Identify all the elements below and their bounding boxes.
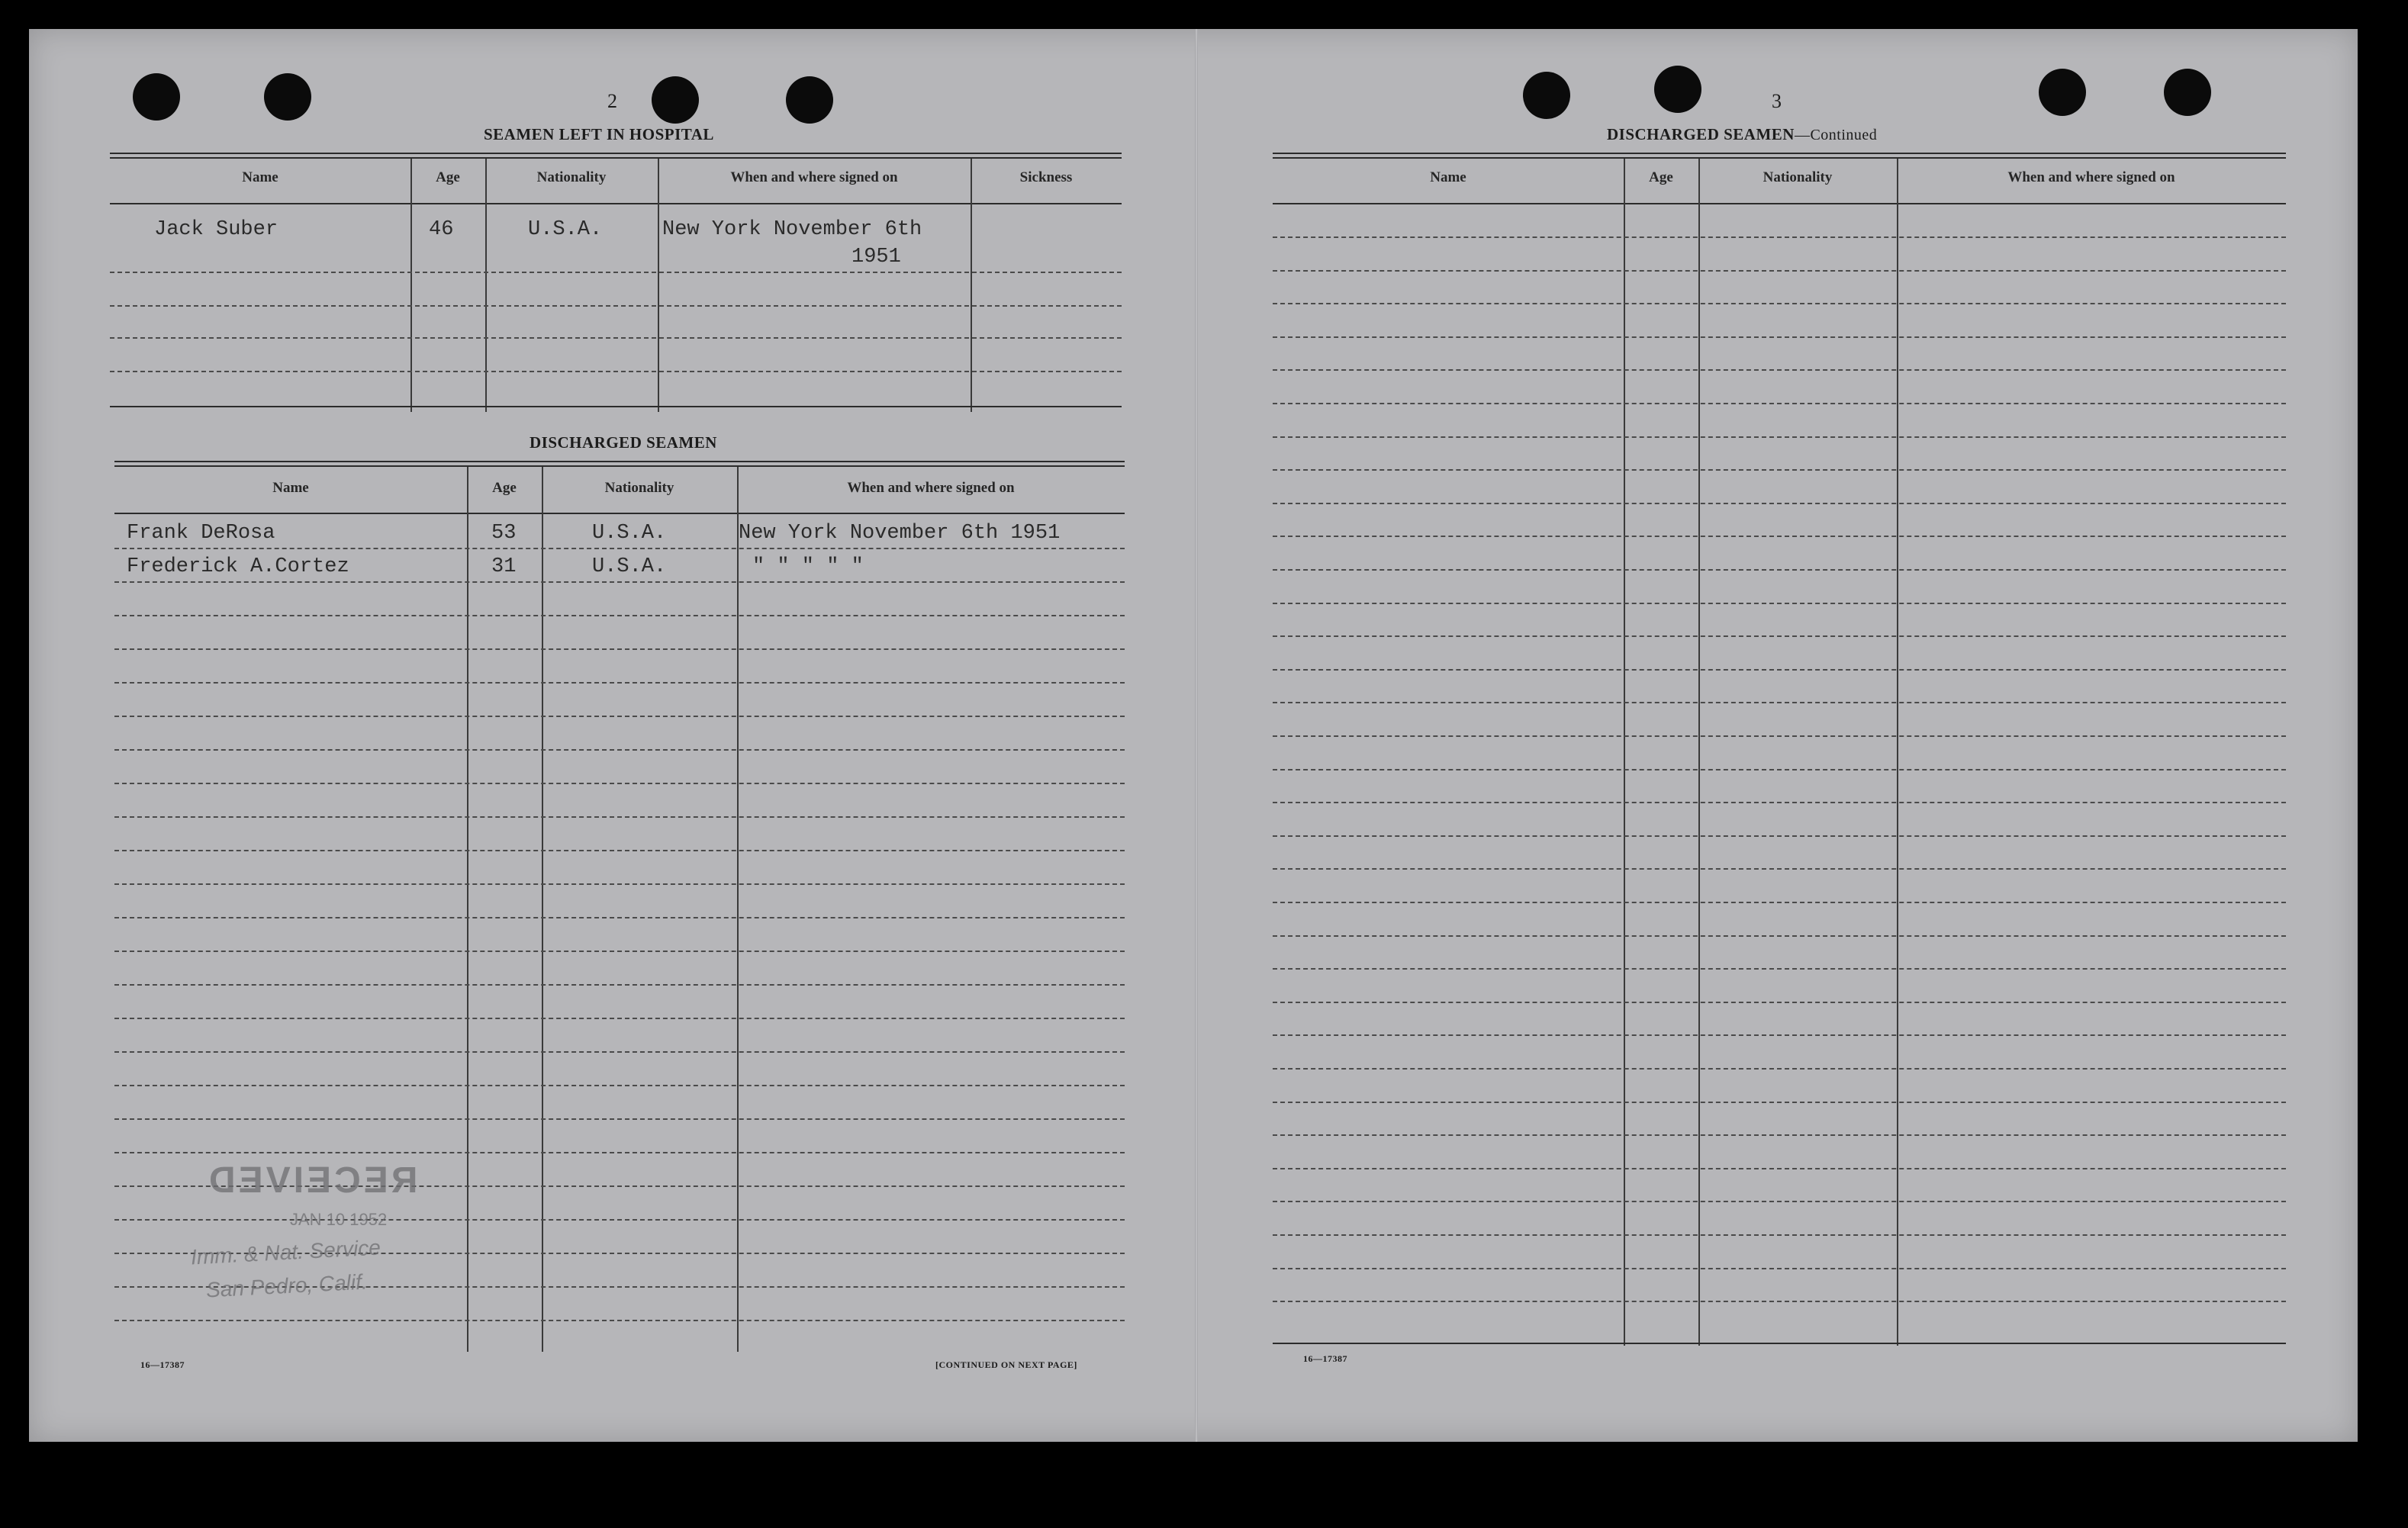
hospital-name-cell: Jack Suber (154, 218, 278, 241)
table-row (1273, 702, 2286, 703)
table-row (1273, 569, 2286, 571)
table-row (1273, 536, 2286, 537)
table-row (1273, 1134, 2286, 1136)
table-row (110, 272, 1122, 273)
table-row (1273, 369, 2286, 371)
discharged-age-cell: 31 (491, 555, 517, 578)
table-row (114, 548, 1125, 549)
table-row (114, 917, 1125, 918)
discharged-age-cell: 53 (491, 522, 517, 545)
hospital-header-sickness: Sickness (1019, 169, 1073, 185)
table-row (114, 716, 1125, 717)
hospital-nationality-cell: U.S.A. (528, 218, 603, 241)
table-row (114, 648, 1125, 650)
table-row (1273, 1168, 2286, 1169)
table-row (1273, 835, 2286, 837)
stamp-date: JAN 10 1952 (290, 1210, 388, 1229)
table-row (1273, 1002, 2286, 1003)
table-row (1273, 968, 2286, 970)
table-row (1273, 270, 2286, 272)
table-row (114, 1018, 1125, 1019)
discharged-name-cell: Frank DeRosa (127, 522, 275, 545)
discharged-section-title: DISCHARGED SEAMEN (530, 433, 717, 452)
discharged-header-name: Name (272, 480, 309, 496)
table-row (1273, 336, 2286, 338)
table-row (1273, 1301, 2286, 1302)
punch-hole (2164, 69, 2211, 116)
table-row (114, 1118, 1125, 1120)
table-row (114, 783, 1125, 784)
hospital-signed-on-year: 1951 (851, 246, 901, 269)
hospital-table (110, 153, 1122, 412)
table-row (114, 1320, 1125, 1321)
discharged-header-age: Age (492, 480, 517, 496)
hospital-header-signed-on: When and where signed on (730, 169, 898, 185)
discharged-header-nationality: Nationality (604, 480, 674, 496)
hospital-header-nationality: Nationality (536, 169, 607, 185)
table-row (114, 615, 1125, 616)
punch-hole (652, 76, 699, 124)
table-row (110, 371, 1122, 372)
discharged-name-cell: Frederick A.Cortez (127, 555, 349, 578)
punch-hole (1654, 66, 1701, 113)
discharged-nationality-cell: U.S.A. (592, 522, 667, 545)
table-row (114, 1051, 1125, 1053)
table-row (1273, 735, 2286, 737)
table-row (1273, 1068, 2286, 1070)
punch-hole (786, 76, 833, 124)
table-row (114, 1152, 1125, 1153)
hospital-section-title: SEAMEN LEFT IN HOSPITAL (484, 125, 714, 143)
punch-hole (133, 73, 180, 121)
hospital-age-cell: 46 (429, 218, 454, 241)
form-number-right: 16—17387 (1303, 1353, 1347, 1364)
table-row (110, 305, 1122, 307)
table-row (114, 816, 1125, 818)
continued-header-name: Name (1430, 169, 1466, 185)
table-row (114, 850, 1125, 851)
table-row (1273, 769, 2286, 770)
page-number-right: 3 (1772, 90, 1782, 112)
punch-hole (1523, 72, 1570, 119)
hospital-header-name: Name (242, 169, 278, 185)
table-row (1273, 469, 2286, 471)
form-number-left: 16—17387 (140, 1359, 185, 1370)
table-row (114, 682, 1125, 684)
table-row (1273, 303, 2286, 304)
table-row (114, 581, 1125, 583)
stamp-location: San Pedro, Calif. (205, 1269, 369, 1302)
table-row (114, 749, 1125, 751)
stamp-office: Imm. & Nat. Service (190, 1235, 381, 1269)
table-row (1273, 868, 2286, 870)
received-stamp (175, 1160, 458, 1312)
punch-hole (264, 73, 311, 121)
continued-header-nationality: Nationality (1763, 169, 1833, 185)
discharged-continued-table (1273, 153, 2286, 1347)
table-row (1273, 1102, 2286, 1103)
table-row (1273, 1268, 2286, 1269)
continued-header-signed-on: When and where signed on (2007, 169, 2175, 185)
discharged-continued-title (1607, 125, 1877, 144)
discharged-signed-on-cell: " " " " " (752, 555, 864, 578)
table-row (114, 951, 1125, 952)
stamp-received-text: RECEIVED (206, 1160, 418, 1201)
table-row (1273, 603, 2286, 604)
table-row (114, 883, 1125, 885)
discharged-nationality-cell: U.S.A. (592, 555, 667, 578)
table-row (1273, 635, 2286, 637)
continued-note: [CONTINUED ON NEXT PAGE] (935, 1359, 1077, 1370)
table-row (1273, 1234, 2286, 1236)
hospital-signed-on-cell: New York November 6th (662, 218, 922, 241)
discharged-header-signed-on: When and where signed on (847, 480, 1015, 496)
punch-hole (2039, 69, 2086, 116)
discharged-continued-suffix: —Continued (1794, 127, 1878, 143)
table-row (1273, 236, 2286, 238)
continued-header-age: Age (1649, 169, 1673, 185)
table-row (1273, 1201, 2286, 1202)
table-row (1273, 403, 2286, 404)
table-row (1273, 503, 2286, 504)
table-row (1273, 669, 2286, 671)
discharged-signed-on-cell: New York November 6th 1951 (739, 522, 1061, 545)
page-number-left: 2 (607, 90, 617, 112)
page-fold (1195, 29, 1198, 1442)
table-row (1273, 802, 2286, 803)
table-row (110, 337, 1122, 339)
table-row (114, 984, 1125, 986)
table-row (1273, 902, 2286, 903)
table-row (1273, 1034, 2286, 1036)
table-row (114, 1085, 1125, 1086)
table-row (1273, 935, 2286, 937)
hospital-header-age: Age (436, 169, 460, 185)
table-row (1273, 436, 2286, 438)
discharged-continued-title-main: DISCHARGED SEAMEN (1607, 125, 1795, 143)
